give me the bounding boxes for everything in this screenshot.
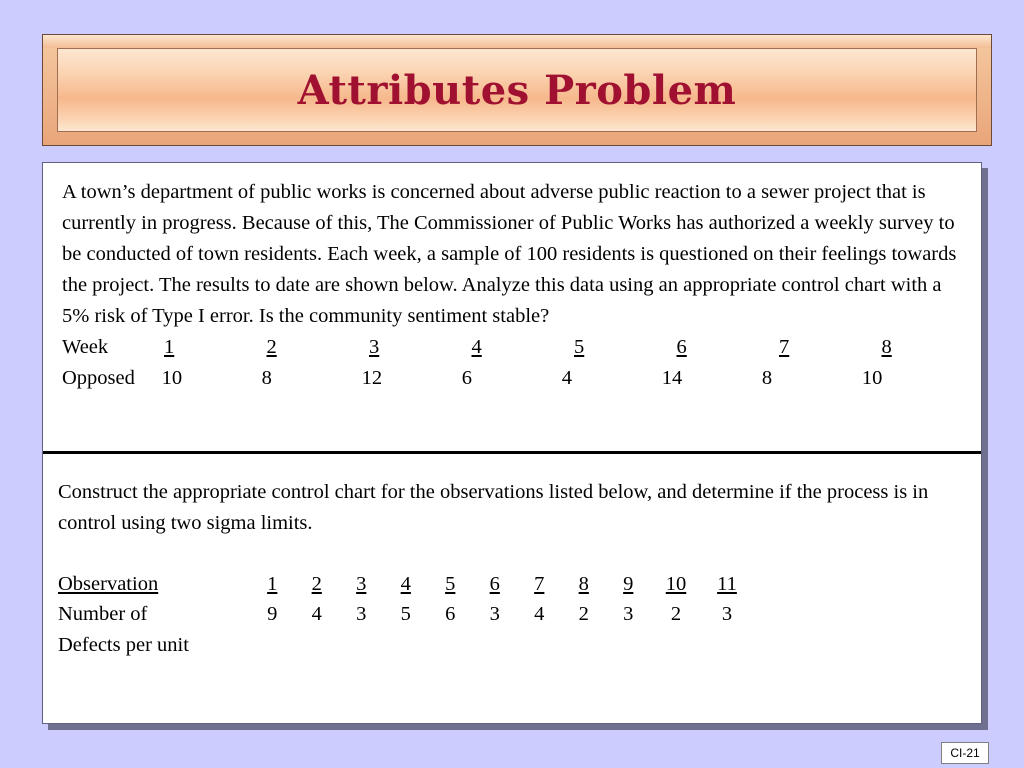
week-cell: 3 bbox=[369, 336, 380, 358]
observation-cell: 4 bbox=[400, 572, 411, 595]
opposed-cell: 8 bbox=[261, 367, 272, 389]
content-panel bbox=[42, 162, 982, 724]
defects-cell: 6 bbox=[445, 603, 456, 625]
opposed-cell: 6 bbox=[461, 367, 472, 389]
week-cell: 8 bbox=[881, 336, 892, 358]
observation-cell: 5 bbox=[445, 572, 456, 595]
defects-cell: 5 bbox=[400, 603, 411, 625]
defects-cell: 2 bbox=[578, 603, 589, 625]
opposed-label: Opposed bbox=[62, 367, 135, 389]
observation-cell: 9 bbox=[623, 572, 634, 595]
observation-cell: 2 bbox=[311, 572, 322, 595]
defects-label-line-2: Defects per unit bbox=[58, 633, 189, 656]
defects-label-row-2 bbox=[58, 630, 973, 661]
week-cell: 4 bbox=[471, 336, 482, 358]
observation-cell: 6 bbox=[489, 572, 500, 595]
title-banner bbox=[42, 34, 992, 146]
week-cell: 5 bbox=[574, 336, 585, 358]
defects-cell: 3 bbox=[489, 603, 500, 625]
week-cell: 1 bbox=[164, 336, 175, 358]
problem-2-text: Construct the appropriate control chart for the observations listed below, and determine if the process is in control using two sigma limits. bbox=[58, 481, 929, 534]
title-bevel bbox=[43, 35, 991, 48]
observation-cell: 8 bbox=[578, 572, 589, 595]
opposed-cell: 10 bbox=[161, 367, 183, 389]
observation-cell: 10 bbox=[665, 572, 687, 595]
slide-title: Attributes Problem bbox=[297, 66, 737, 114]
defects-cell: 3 bbox=[721, 603, 733, 625]
observation-cell: 3 bbox=[356, 572, 367, 595]
section-divider bbox=[43, 451, 981, 454]
week-label: Week bbox=[62, 336, 109, 358]
week-cell: 7 bbox=[779, 336, 790, 358]
defects-values bbox=[250, 599, 753, 630]
defects-row bbox=[58, 599, 973, 630]
problem-1 bbox=[62, 177, 962, 394]
opposed-cell: 8 bbox=[761, 367, 773, 389]
observation-cell: 7 bbox=[534, 572, 545, 595]
observation-cell: 1 bbox=[267, 572, 278, 595]
week-values bbox=[164, 332, 894, 363]
observation-cell: 11 bbox=[717, 572, 737, 595]
title-inner bbox=[57, 48, 977, 132]
defects-cell: 2 bbox=[670, 603, 682, 625]
defects-cell: 3 bbox=[623, 603, 634, 625]
problem-1-text: A town’s department of public works is concerned about adverse public reaction to a sewer project that is currently in progress. Because of this, The Commissioner of Public Works has authorized a weekly survey to be conducted of town residents. Each week, a sample of 100 residents is questioned on their feelings towards the project. The results to date are shown below. Analyze this data using an appropriate control chart with a 5% risk of Type I error. Is the community sentiment stable? bbox=[62, 181, 957, 327]
opposed-cell: 4 bbox=[561, 367, 572, 389]
opposed-cell: 14 bbox=[661, 367, 683, 389]
defects-label: Number of bbox=[58, 603, 148, 625]
observation-row bbox=[58, 569, 973, 600]
opposed-row bbox=[62, 363, 962, 394]
problem-2 bbox=[58, 477, 973, 660]
defects-cell: 4 bbox=[534, 603, 545, 625]
week-cell: 2 bbox=[266, 336, 277, 358]
defects-cell: 3 bbox=[356, 603, 367, 625]
defects-cell: 9 bbox=[267, 603, 278, 625]
defects-cell: 4 bbox=[311, 603, 322, 625]
slide-number: CI-21 bbox=[941, 742, 989, 764]
observation-values bbox=[250, 569, 753, 600]
opposed-cell: 10 bbox=[861, 367, 883, 389]
week-row bbox=[62, 332, 962, 363]
observation-label: Observation bbox=[58, 572, 159, 595]
week-cell: 6 bbox=[676, 336, 687, 358]
opposed-cell: 12 bbox=[361, 367, 383, 389]
